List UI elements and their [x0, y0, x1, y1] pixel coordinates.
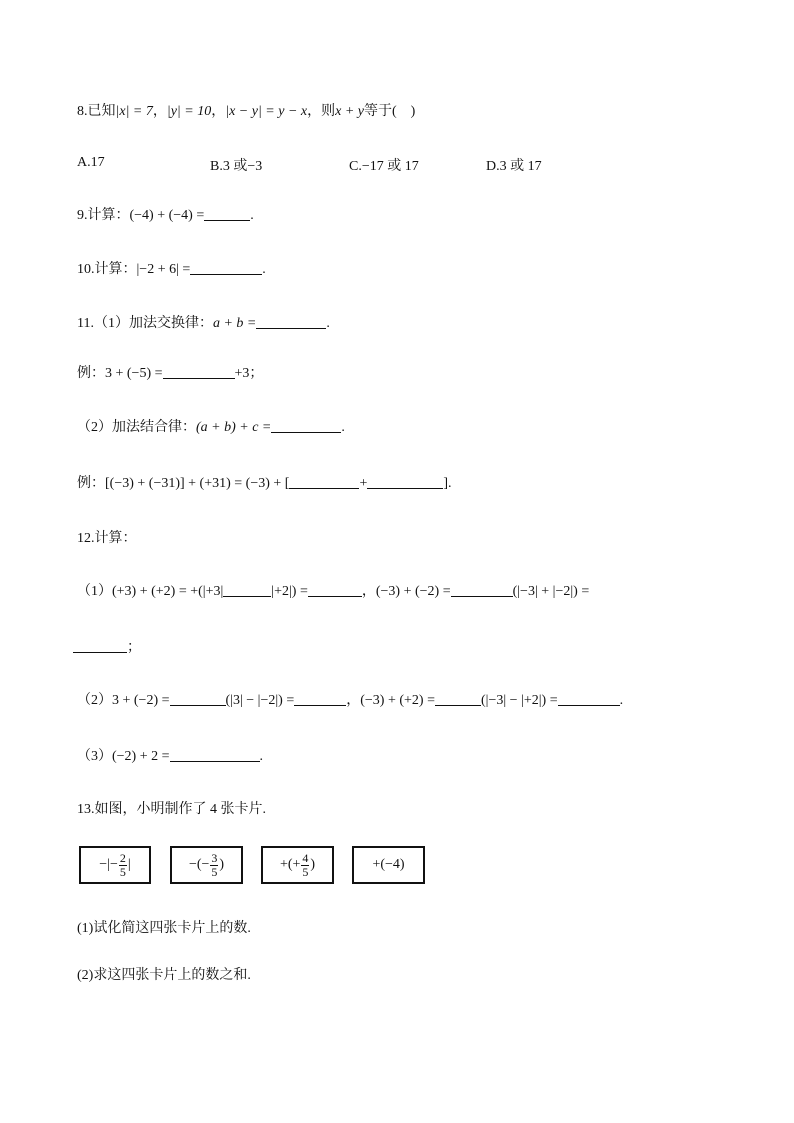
q11-ex2-prefix: 例：	[77, 476, 105, 491]
q12-p1-d: (−3) + (−2) =	[375, 584, 451, 599]
card-2	[170, 846, 243, 884]
card-2-fraction	[210, 852, 218, 879]
card-1	[79, 846, 151, 884]
q8-cond2: |y| = 10	[166, 104, 212, 119]
q11-example2	[77, 472, 452, 492]
q8-prefix: 已知	[87, 104, 116, 119]
q11-ex2-expr: [(−3) + (−31)] + (+31) = (−3) + [	[105, 476, 290, 491]
q13-sub2: (2)求这四张卡片上的数之和.	[77, 968, 251, 983]
q12-part1	[77, 580, 589, 600]
q11-part1-prefix: 11.（1）加法交换律：	[77, 316, 213, 331]
q12-p1-e: (|−3| + |−2|) =	[512, 584, 590, 599]
q9-suffix: .	[250, 208, 254, 223]
q12-p2-b: (|3| − |−2|) =	[225, 693, 295, 708]
q8-cond3: |x − y| = y − x	[225, 104, 308, 119]
q12-p2-c: ，	[346, 693, 361, 708]
q11-part1	[77, 312, 330, 332]
q12-p2-e: (|−3| − |+2|) =	[480, 693, 558, 708]
card-1-denominator: 5	[119, 864, 126, 879]
q10-suffix: .	[262, 262, 266, 277]
q11-ex2-blank1[interactable]	[289, 474, 359, 489]
q8-sep2: ，	[211, 104, 226, 119]
q12-p3-blank[interactable]	[170, 747, 260, 762]
q11-part2-prefix: （2）加法结合律：	[77, 420, 196, 435]
q11-ex1-prefix: 例：	[77, 366, 105, 381]
card-2-post: )	[219, 857, 225, 872]
q11-ex2-suffix: ].	[443, 476, 452, 491]
q12-p2-d: (−3) + (+2) =	[360, 693, 435, 708]
card-4	[352, 846, 425, 884]
q8-expr: x + y	[335, 104, 364, 119]
q9-blank[interactable]	[204, 206, 250, 221]
q8-option-a: A.17	[77, 155, 105, 170]
q12-title: 12.计算：	[77, 531, 137, 546]
card-1-numerator: 2	[119, 850, 126, 865]
q12-p1-blank4[interactable]	[73, 638, 127, 653]
q12-p2-blank4[interactable]	[558, 691, 620, 706]
q8-option-b: B.3 或−3	[210, 159, 263, 174]
q12-p1-blank1[interactable]	[223, 582, 271, 597]
card-2-denominator: 5	[211, 864, 218, 879]
q8-option-d: D.3 或 17	[486, 159, 542, 174]
q11-part1-expr: a + b =	[212, 316, 257, 331]
q11-ex2-blank2[interactable]	[367, 474, 443, 489]
q8-sep3: ，则	[307, 104, 336, 119]
q10-prefix: 10.计算：	[77, 262, 137, 277]
q11-ex1-expr: 3 + (−5) =	[105, 366, 163, 381]
card-3	[261, 846, 334, 884]
q12-p2-blank1[interactable]	[170, 691, 226, 706]
q10-blank[interactable]	[190, 260, 262, 275]
q8-stem	[77, 100, 415, 120]
q12-p3-a: (−2) + 2 =	[112, 749, 170, 764]
q11-part1-suffix: .	[326, 316, 330, 331]
q11-part2-expr: (a + b) + c =	[196, 420, 272, 435]
card-3-numerator: 4	[302, 850, 309, 865]
card-3-denominator: 5	[302, 864, 309, 879]
q11-part2	[77, 416, 345, 436]
q11-part2-suffix: .	[341, 420, 345, 435]
q12-p1-label: （1）	[77, 584, 112, 599]
q12-p1-a: (+3) + (+2) = +(|+3|	[112, 584, 224, 599]
card-2-numerator: 3	[211, 850, 218, 865]
q8-option-c: C.−17 或 17	[349, 159, 419, 174]
q12-p3-label: （3）	[77, 749, 112, 764]
q11-part1-blank[interactable]	[256, 314, 326, 329]
q12-p1-blank3[interactable]	[451, 582, 513, 597]
q9	[77, 204, 254, 224]
q9-prefix: 9.计算：	[77, 208, 130, 223]
q12-p2-end: .	[619, 693, 624, 708]
card-2-pre: −(−	[188, 857, 210, 872]
card-3-post: )	[310, 857, 316, 872]
q12-p2-blank2[interactable]	[294, 691, 346, 706]
q8-sep1: ，	[152, 104, 167, 119]
q11-part2-blank[interactable]	[271, 418, 341, 433]
q13-sub1: (1)试化简这四张卡片上的数.	[77, 921, 251, 936]
card-1-pre: −|−	[99, 857, 118, 872]
q12-p2-a: 3 + (−2) =	[112, 693, 170, 708]
card-1-post: |	[127, 857, 131, 872]
q10-expr: |−2 + 6| =	[136, 262, 191, 277]
q12-part3	[77, 745, 263, 765]
q8-number: 8.	[77, 104, 88, 119]
q12-p1-blank2[interactable]	[308, 582, 362, 597]
q8-tail: 等于( )	[364, 104, 416, 119]
q12-p1-b: |+2|) =	[271, 584, 308, 599]
q10	[77, 258, 266, 278]
q12-p2-label: （2）	[77, 693, 112, 708]
q12-p3-end: .	[259, 749, 264, 764]
q12-p2-blank3[interactable]	[435, 691, 481, 706]
q8-cond1: |x| = 7	[115, 104, 153, 119]
q11-ex1-blank[interactable]	[163, 364, 235, 379]
card-1-fraction	[119, 852, 127, 879]
q11-ex1-suffix: +3；	[234, 366, 264, 381]
q11-example1	[77, 362, 263, 382]
q9-expr: (−4) + (−4) =	[129, 208, 205, 223]
q11-ex2-mid: +	[359, 476, 368, 491]
q12-part1-cont	[73, 636, 141, 656]
q12-p1-end: ；	[127, 640, 141, 655]
card-4-text: +(−4)	[372, 857, 405, 872]
q12-part2	[77, 689, 623, 709]
card-3-fraction	[301, 852, 309, 879]
card-3-pre: +(+	[279, 857, 301, 872]
q13-title: 13.如图，小明制作了 4 张卡片.	[77, 802, 266, 817]
q12-p1-c: ，	[361, 584, 376, 599]
